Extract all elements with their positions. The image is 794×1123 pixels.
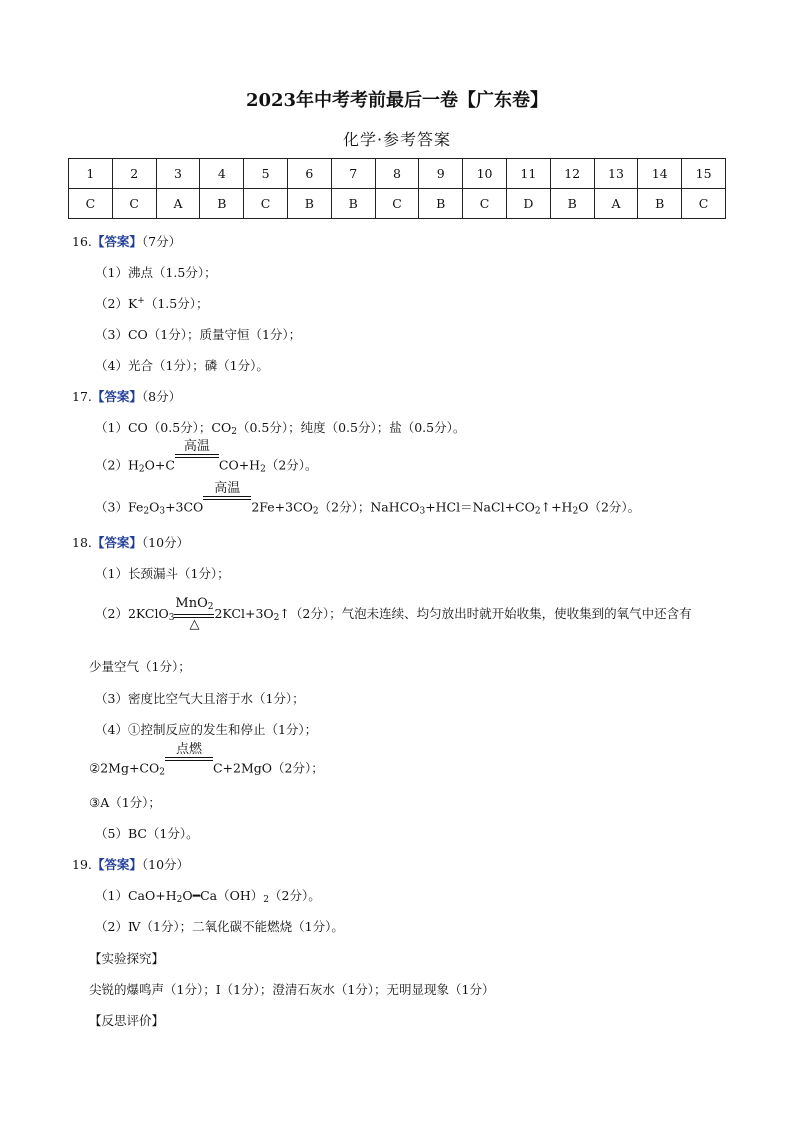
line-text: CO+H [218,457,261,473]
answer-table-answer-row [69,189,726,219]
question-number-cell: 14 [638,159,682,189]
page-title: 2023年中考考前最后一卷【广东卷】 [245,90,549,111]
line-text: +HCl＝NaCl+CO [425,499,535,515]
q19-subheading-reflection: 【反思评价】 [89,1013,165,1028]
subscript: 2 [572,506,579,517]
answer-cell: C [375,189,419,219]
page-subtitle: 化学·参考答案 [342,130,452,149]
line-text: （1）CO（0.5分）；CO [95,420,232,435]
line-text: （2）H [95,457,139,473]
answer-table [68,158,726,219]
answer-cell: B [638,189,682,219]
line-text: O+C [144,457,175,473]
q18-line-2-continued: 少量空气（1分）； [89,659,191,674]
question-number: 16. [72,234,92,249]
line-text: （3）Fe [95,499,144,515]
question-number-cell: 13 [594,159,638,189]
superscript: + [137,295,145,306]
subscript: 3 [159,506,166,517]
heat-symbol: △ [189,617,200,632]
line-text: （2分）。 [269,888,321,903]
q18-heading [72,533,189,551]
q18-line-1: （1）长颈漏斗（1分）； [95,566,230,581]
question-points: （10分） [141,535,190,550]
answer-cell: C [69,189,113,219]
question-number-cell: 8 [375,159,419,189]
condition-spacer [175,458,219,472]
answer-cell: C [112,189,156,219]
reaction-condition [203,482,251,514]
question-points: （8分） [141,389,182,404]
line-text: ↑+H [540,499,573,515]
answer-cell: B [331,189,375,219]
answer-cell: B [287,189,331,219]
q18-line-4: （4）①控制反应的发生和停止（1分）； [95,722,318,737]
question-number-cell: 9 [419,159,463,189]
line-text: （0.5分）；纯度（0.5分）；盐（0.5分）。 [236,420,466,435]
q19-line-3: 尖锐的爆鸣声（1分）；Ⅰ（1分）；澄清石灰水（1分）；无明显现象（1分） [89,982,495,997]
condition-text: 点燃 [175,742,202,757]
answer-cell: C [682,189,726,219]
question-number-cell: 4 [200,159,244,189]
q17-line-3 [95,482,640,517]
q17-line-2 [95,440,318,475]
q18-line-5 [89,743,324,778]
subscript: 2 [312,506,319,517]
catalyst-text: MnO [175,596,208,611]
question-number-cell: 11 [506,159,550,189]
question-number-cell: 3 [156,159,200,189]
answer-cell: A [156,189,200,219]
question-points: （7分） [141,234,182,249]
line-text: ②2Mg+CO [89,760,160,776]
subscript: 2 [207,602,214,612]
subscript: 2 [260,464,266,475]
reaction-condition [174,597,214,632]
question-number-cell: 1 [69,159,113,189]
q17-heading [72,387,181,405]
line-text: C+2MgO（2分）； [212,760,324,776]
line-text: （2）K [95,296,138,311]
answer-tag: 【答案】 [91,857,142,872]
subscript: 3 [168,613,175,623]
q18-line-6: ③A（1分）； [89,795,161,810]
reaction-condition [165,743,213,775]
subscript: 2 [176,895,183,905]
condition-text: 高温 [214,481,241,496]
answer-cell: B [419,189,463,219]
question-number-cell: 10 [463,159,507,189]
line-text: +3CO [165,499,204,515]
subscript: 2 [138,464,145,475]
question-points: （10分） [141,857,190,872]
line-text: O [149,499,160,515]
q16-line-3: （3）CO（1分）；质量守恒（1分）； [95,327,302,342]
condition-spacer [165,761,213,775]
subscript: 2 [273,613,280,623]
answer-cell: A [594,189,638,219]
subscript: 3 [419,506,426,517]
answer-cell: B [200,189,244,219]
q19-line-2: （2）Ⅳ（1分）；二氧化碳不能燃烧（1分）。 [95,919,344,934]
question-number-cell: 2 [112,159,156,189]
answer-cell: D [506,189,550,219]
q18-line-2 [95,597,692,632]
line-text: 2KCl+3O [214,606,274,621]
answer-tag: 【答案】 [91,535,142,550]
q16-line-2 [95,294,208,312]
line-text: （1.5分）； [144,296,209,311]
answer-cell: B [550,189,594,219]
q19-heading [72,855,189,873]
q16-line-1: （1）沸点（1.5分）； [95,265,217,280]
line-text: （2）2KClO [95,606,169,621]
subscript: 2 [534,506,541,517]
condition-text: 高温 [183,439,210,454]
reaction-condition [175,440,219,472]
condition-text [174,597,214,614]
answer-cell: C [244,189,288,219]
q17-line-1 [95,418,465,437]
subscript: 2 [143,506,150,517]
condition-spacer [203,500,251,514]
line-text: （2分）。 [265,457,318,473]
subscript: 2 [263,895,270,905]
q16-line-4: （4）光合（1分）；磷（1分）。 [95,358,269,373]
question-number: 17. [72,389,92,404]
subscript: 2 [231,427,237,437]
question-number-cell: 5 [244,159,288,189]
q18-line-7: （5）BC（1分）。 [95,826,199,841]
question-number-cell: 7 [331,159,375,189]
q18-line-3: （3）密度比空气大且溶于水（1分）； [95,691,305,706]
answer-table-number-row [69,159,726,189]
answer-cell: C [463,189,507,219]
subscript: 2 [159,767,165,778]
line-text: O（2分）。 [578,499,641,515]
q16-heading [72,232,181,250]
question-number-cell: 15 [682,159,726,189]
line-text: （2分）；NaHCO [318,499,420,515]
question-number: 18. [72,535,92,550]
answer-tag: 【答案】 [91,389,142,404]
question-number-cell: 12 [550,159,594,189]
question-number-cell: 6 [287,159,331,189]
line-text: O━Ca（OH） [182,888,264,903]
line-text: （1）CaO+H [95,888,177,903]
question-number: 19. [72,857,92,872]
line-text: 2Fe+3CO [251,499,313,515]
q19-subheading-experiment: 【实验探究】 [89,951,165,966]
answer-tag: 【答案】 [91,234,142,249]
q19-line-1 [95,886,321,905]
line-text: ↑（2分）；气泡未连续、均匀放出时就开始收集，使收集到的氧气中还含有 [279,606,692,621]
